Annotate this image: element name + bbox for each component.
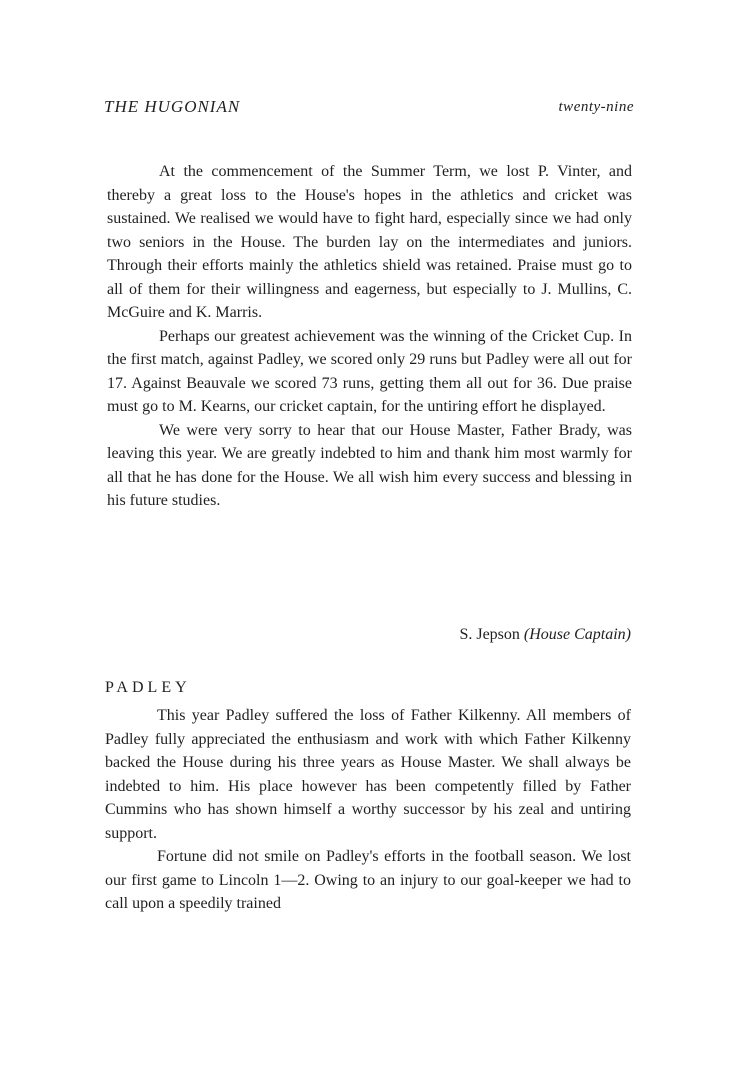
paragraph: We were very sorry to hear that our House Master, Father Brady, was leaving this year. We are greatly indebted to him and thank him most warmly for all that he has done for the House. We all wish him every success and blessing in his future studies.	[107, 421, 632, 509]
page-number: twenty-nine	[558, 99, 634, 115]
house-report-body	[107, 160, 632, 513]
paragraph: At the commencement of the Summer Term, we lost P. Vinter, and thereby a great loss to the House's hopes in the athletics and cricket was sustained. We realised we would have to fight hard, especially since we had only two seniors in the House. The burden lay on the intermediates and juniors. Through their efforts mainly the athletics shield was retained. Praise must go to all of them for their willingness and eagerness, but especially to J. Mullins, C. McGuire and K. Marris.	[107, 163, 632, 321]
paragraph: This year Padley suffered the loss of Father Kilkenny. All members of Padley fully appreciated the enthusiasm and work with which Father Kilkenny backed the House during his three years as House Master. We shall always be indebted to him. His place however has been competently filled by Father Cummins who has shown himself a worthy successor by his zeal and untiring support.	[105, 707, 631, 842]
publication-title: THE HUGONIAN	[104, 97, 241, 116]
running-header	[104, 97, 634, 121]
signature-name: S. Jepson	[459, 626, 520, 643]
padley-report-body	[105, 704, 631, 916]
signature	[459, 623, 631, 646]
paragraph: Fortune did not smile on Padley's efforts in the football season. We lost our first game to Lincoln 1—2. Owing to an injury to our goal-keeper we had to call upon a speedily trained	[105, 848, 631, 912]
paragraph: Perhaps our greatest achievement was the winning of the Cricket Cup. In the first match, against Padley, we scored only 29 runs but Padley were all out for 17. Against Beauvale we scored 73 runs, getting them all out for 36. Due praise must go to M. Kearns, our cricket captain, for the untiring effort he displayed.	[107, 327, 632, 415]
section-heading-padley: PADLEY	[105, 679, 191, 696]
signature-role: (House Captain)	[523, 626, 631, 643]
